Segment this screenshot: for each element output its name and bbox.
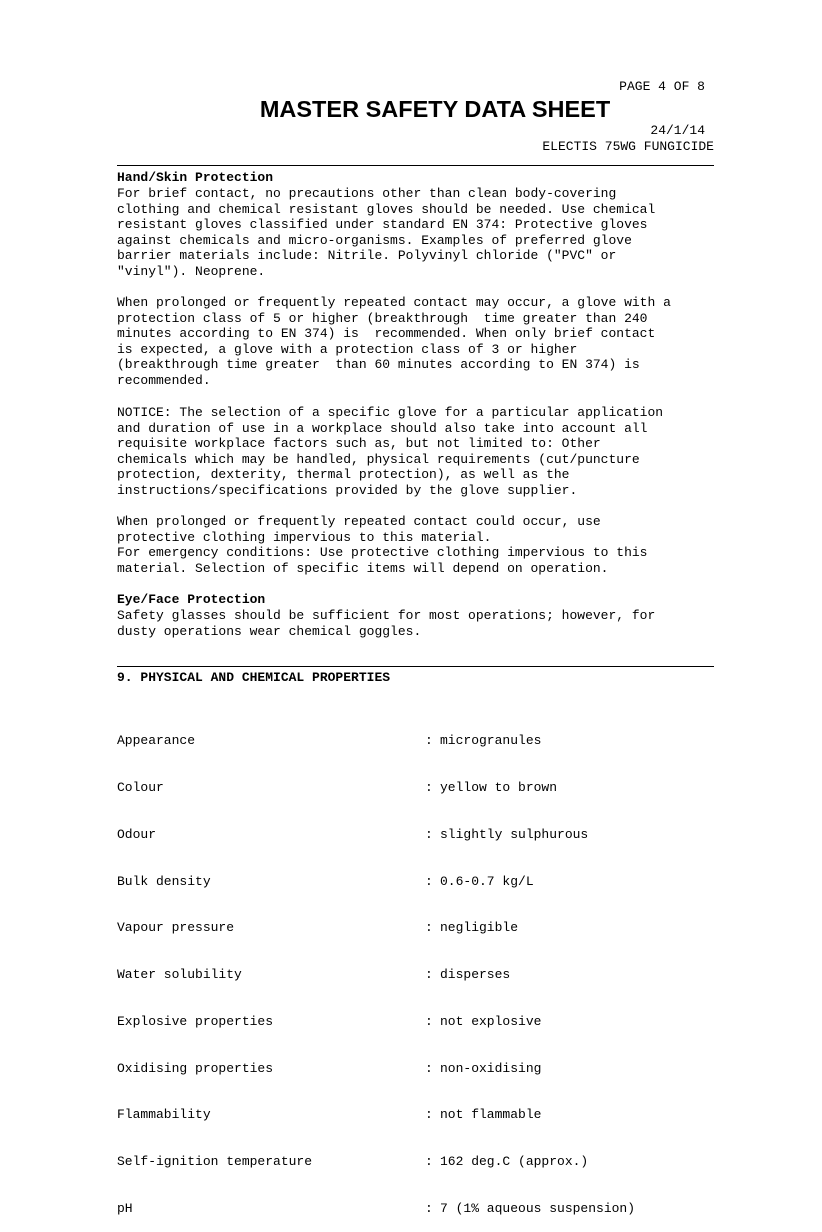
property-label: Self-ignition temperature — [117, 1154, 313, 1170]
property-value: not explosive — [440, 1013, 542, 1029]
property-separator: : — [425, 1201, 433, 1216]
property-separator: : — [425, 967, 433, 983]
property-separator: : — [425, 1154, 433, 1170]
section-9-heading: 9. PHYSICAL AND CHEMICAL PROPERTIES — [117, 670, 391, 685]
property-row — [117, 1107, 635, 1123]
hand-skin-heading: Hand/Skin Protection — [117, 170, 274, 185]
property-label: Water solubility — [117, 967, 242, 983]
property-value: yellow to brown — [440, 779, 558, 795]
property-label: pH — [117, 1201, 133, 1216]
property-label: Colour — [117, 779, 164, 795]
property-row — [117, 827, 635, 843]
eye-face-text: Safety glasses should be sufficient for most operations; however, for dusty operations wear chemical goggles. — [117, 608, 656, 639]
property-separator: : — [425, 826, 433, 842]
property-separator: : — [425, 1060, 433, 1076]
property-label: Oxidising properties — [117, 1060, 274, 1076]
property-row — [117, 874, 635, 890]
property-row — [117, 780, 635, 796]
property-value: 0.6-0.7 kg/L — [440, 873, 534, 889]
property-value: disperses — [440, 967, 511, 983]
property-separator: : — [425, 1013, 433, 1029]
property-value: 7 (1% aqueous suspension) — [440, 1201, 636, 1216]
property-row — [117, 1014, 635, 1030]
property-row — [117, 1154, 635, 1170]
property-value: microgranules — [440, 733, 542, 749]
property-value: slightly sulphurous — [440, 826, 589, 842]
property-label: Vapour pressure — [117, 920, 235, 936]
document-date: 24/1/14 — [650, 123, 705, 138]
property-row — [117, 733, 635, 749]
eye-face-heading: Eye/Face Protection — [117, 592, 266, 607]
property-separator: : — [425, 873, 433, 889]
property-value: non-oxidising — [440, 1060, 542, 1076]
product-name: ELECTIS 75WG FUNGICIDE — [542, 139, 714, 154]
property-label: Explosive properties — [117, 1013, 274, 1029]
property-separator: : — [425, 920, 433, 936]
property-separator: : — [425, 779, 433, 795]
properties-list — [117, 702, 635, 1232]
property-row — [117, 967, 635, 983]
section-9-divider — [117, 666, 714, 667]
hand-skin-paragraph-1: For brief contact, no precautions other than clean body-covering clothing and chemical resistant gloves should be needed. Use chemical resistant gloves classified under standard EN 374: Protective gloves against chemicals and micro-organisms. Examples of preferred glove barrier materials include: Nitrile. Polyvinyl chloride ("PVC" or "vinyl"). Neoprene. — [117, 186, 656, 279]
property-value: 162 deg.C (approx.) — [440, 1154, 589, 1170]
property-value: not flammable — [440, 1107, 542, 1123]
page-number: PAGE 4 OF 8 — [619, 79, 705, 94]
hand-skin-notice: NOTICE: The selection of a specific glove for a particular application and duration of use in a workplace should also take into account all requisite workplace factors such as, but not limited to: Other chemicals which may be handled, physical requirements (cut/puncture protection, dexterity, thermal protection), as well as the instructions/specifications provided by the glove supplier. — [117, 405, 664, 498]
hand-skin-paragraph-4: When prolonged or frequently repeated contact could occur, use protective clothing impervious to this material. For emergency conditions: Use protective clothing impervious to this material. Selection of specific items will depend on operation. — [117, 514, 648, 576]
property-label: Bulk density — [117, 873, 211, 889]
property-row — [117, 1061, 635, 1077]
property-row — [117, 920, 635, 936]
property-label: Odour — [117, 826, 157, 842]
header-divider — [117, 165, 714, 166]
hand-skin-paragraph-2: When prolonged or frequently repeated contact may occur, a glove with a protection class of 5 or higher (breakthrough time greater than 240 minutes according to EN 374) is recommended. When only brief contact is expected, a glove with a protection class of 3 or higher (breakthrough time greater than 60 minutes according to EN 374) is recommended. — [117, 295, 671, 388]
property-label: Appearance — [117, 733, 196, 749]
property-separator: : — [425, 1107, 433, 1123]
property-label: Flammability — [117, 1107, 211, 1123]
property-value: negligible — [440, 920, 519, 936]
property-separator: : — [425, 733, 433, 749]
property-row — [117, 1201, 635, 1217]
document-title: MASTER SAFETY DATA SHEET — [259, 96, 611, 122]
